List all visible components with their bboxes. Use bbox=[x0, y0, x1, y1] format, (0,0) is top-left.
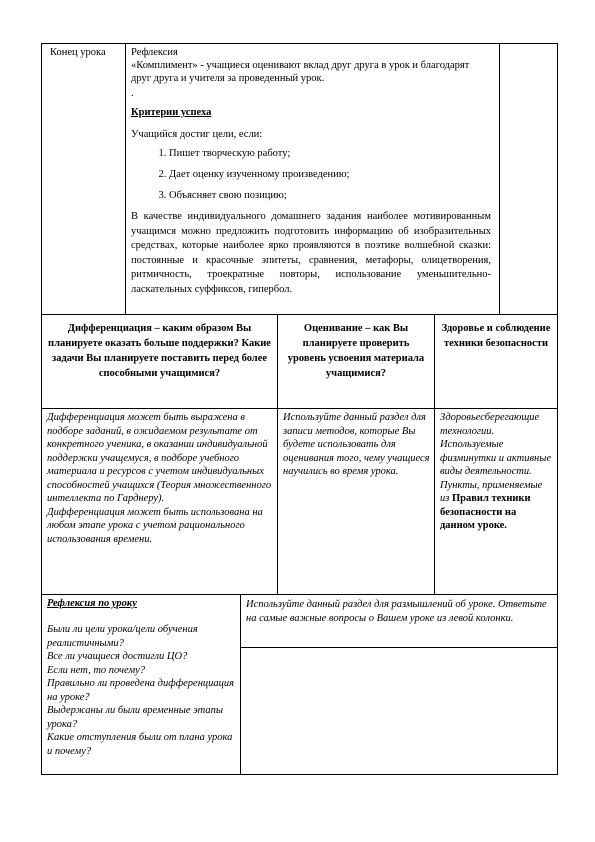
reflection-label: Рефлексия bbox=[131, 47, 178, 58]
reflection-table bbox=[41, 595, 558, 775]
homework-text: В качестве индивидуального домашнего задания наиболее мотивированным учащимся можно предложить подготовить информацию об изобразительных средствах, которые наиболее ярко проявляются в поэтике волшебной сказки: постоянные и красочные эпитеты, сравнения, метафоры, олицетворения, ритмичность, троекратные повторы, использование уменьшительно-ласкательных суффиксов, гипербол. bbox=[131, 211, 491, 295]
criteria-item: 3. Объясняет свою позицию; bbox=[169, 189, 491, 202]
health-bold-text: Правил техники безопасности на данном уроке. bbox=[440, 493, 531, 531]
differentiation-paragraph: Дифференциация может быть выражена в подборе заданий, в ожидаемом результате от конкретного ученика, в оказании индивидуальной поддержки учащемуся, в подборе учебного материала и ресурсов с учетом индивидуальных способностей учащихся (Теория множественного интеллекта по Гарднеру). bbox=[47, 412, 272, 504]
dot-mark: . bbox=[131, 88, 134, 99]
reflection-questions bbox=[42, 623, 240, 758]
lesson-end-table bbox=[41, 43, 558, 315]
criteria-intro: Учащийся достиг цели, если: bbox=[131, 129, 263, 140]
criteria-item: 2. Дает оценку изученному произведению; bbox=[169, 168, 491, 181]
reflection-question: Если нет, то почему? bbox=[47, 664, 146, 676]
content-cell bbox=[126, 44, 500, 314]
criteria-item: 1. Пишет творческую работу; bbox=[169, 147, 491, 160]
reflection-notes-cell bbox=[241, 595, 557, 774]
assessment-text: Используйте данный раздел для записи методов, которые Вы будете использовать для оценивания того, чему учащиеся научились во время урока. bbox=[283, 412, 430, 477]
reflection-question: Были ли цели урока/цели обучения реалистичными? bbox=[47, 624, 198, 649]
resources-cell bbox=[500, 44, 557, 314]
health-italic-text: Здоровьесберегающие технологии. Используемые физминутки и активные виды деятельности. Пункты, применяемые из bbox=[440, 412, 551, 504]
reflection-instruction: Используйте данный раздел для размышлений об уроке. Ответьте на самые важные вопросы о Вашем уроке из левой колонки. bbox=[246, 599, 547, 624]
stage-label: Конец урока bbox=[50, 47, 106, 58]
planning-header-row bbox=[42, 315, 557, 409]
reflection-questions-cell bbox=[42, 595, 241, 774]
criteria-list bbox=[131, 147, 491, 202]
reflection-question: Какие отступления были от плана урока и почему? bbox=[47, 732, 233, 757]
reflection-question: Выдержаны ли были временные этапы урока? bbox=[47, 705, 223, 730]
differentiation-text bbox=[42, 409, 277, 546]
planning-table bbox=[41, 315, 558, 595]
stage-cell bbox=[42, 44, 126, 314]
health-text bbox=[435, 409, 557, 533]
compliment-text: «Комплимент» - учащиеся оценивают вклад друг друга в урок и благодарят друг друга и учителя за проведенный урок. bbox=[131, 60, 470, 84]
header-health: Здоровье и соблюдение техники безопасности bbox=[441, 323, 551, 349]
header-differentiation: Дифференциация – каким образом Вы планируете оказать больше поддержки? Какие задачи Вы планируете поставить перед более способными учащимися? bbox=[48, 323, 271, 379]
reflection-question: Правильно ли проведена дифференциация на уроке? bbox=[47, 678, 235, 703]
reflection-question: Все ли учащиеся достигли ЦО? bbox=[47, 651, 188, 662]
planning-body-row bbox=[42, 409, 557, 594]
reflection-title: Рефлексия по уроку bbox=[47, 598, 137, 609]
header-assessment: Оценивание – как Вы планируете проверить уровень усвоения материала учащимися? bbox=[287, 323, 425, 379]
criteria-title: Критерии успеха bbox=[131, 107, 212, 118]
reflection-instruction-cell bbox=[241, 595, 557, 648]
differentiation-paragraph: Дифференциация может быть использована на любом этапе урока с учетом рационального использования времени. bbox=[47, 506, 263, 545]
